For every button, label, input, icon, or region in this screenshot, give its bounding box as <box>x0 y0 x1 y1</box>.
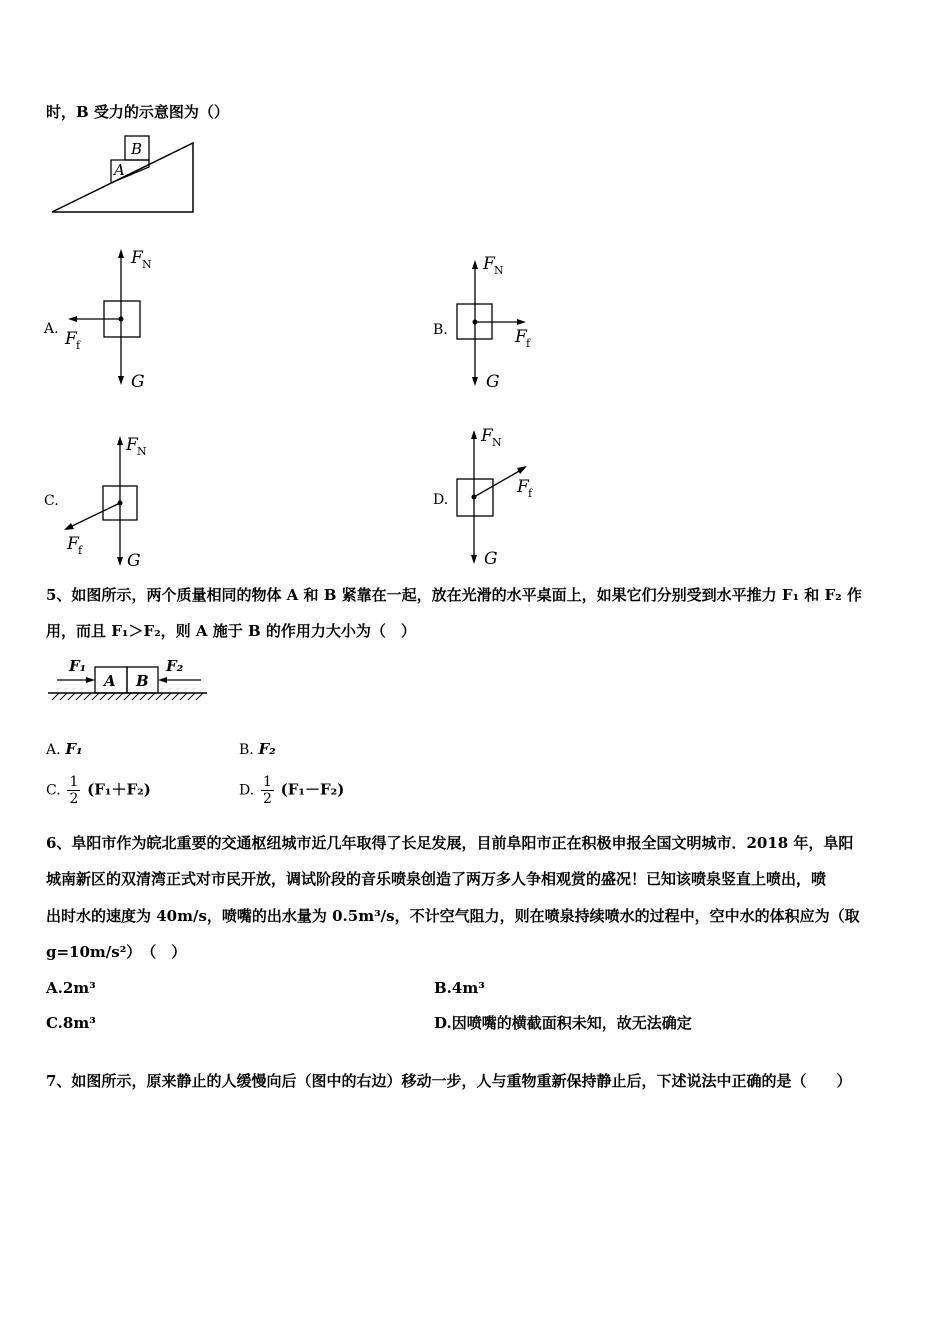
label-block-b: B <box>131 140 143 158</box>
svg-text:F: F <box>515 327 527 347</box>
svg-text:F: F <box>65 329 77 349</box>
q5-option-b[interactable]: B. F₂ <box>239 740 276 758</box>
svg-text:F: F <box>481 426 493 446</box>
svg-text:f: f <box>526 337 531 350</box>
q4-stem-tail: 时，B 受力的示意图为（） <box>46 103 229 121</box>
svg-text:F: F <box>517 477 529 497</box>
q5-line-1: 5、如图所示，两个质量相同的物体 A 和 B 紧靠在一起，放在光滑的水平桌面上，如果它们分别受到水平推力 F₁ 和 F₂ 作 <box>46 586 862 604</box>
q6-line-1: 6、阜阳市作为皖北重要的交通枢纽城市近几年取得了长足发展，目前阜阳市正在积极申报全国文明城市．2018 年，阜阳 <box>46 834 854 852</box>
q5-option-c[interactable]: C. $\frac{1}{2}$ (F₁＋F₂) <box>46 774 151 807</box>
fraction-half-d: $\frac{1}{2}$ <box>262 774 272 807</box>
svg-text:F: F <box>126 435 138 455</box>
svg-text:G: G <box>486 372 500 392</box>
q5-option-d[interactable]: D. $\frac{1}{2}$ (F₁－F₂) <box>239 774 345 807</box>
option-d-letter: D. <box>433 492 449 508</box>
q5-line-2: 用，而且 F₁＞F₂，则 A 施于 B 的作用力大小为（ ） <box>46 622 416 640</box>
svg-text:G: G <box>127 551 141 571</box>
option-b-letter: B. <box>433 322 448 338</box>
option-a-letter: A. <box>44 321 59 337</box>
svg-text:F: F <box>67 534 79 554</box>
q6-option-d[interactable]: D.因喷嘴的横截面积未知，故无法确定 <box>434 1014 692 1032</box>
q7-line-1: 7、如图所示，原来静止的人缓慢向后（图中的右边）移动一步，人与重物重新保持静止后，下述说法中正确的是（ ） <box>46 1072 852 1090</box>
svg-text:N: N <box>137 445 147 458</box>
svg-text:A: A <box>104 672 116 690</box>
svg-text:N: N <box>494 264 504 277</box>
q6-option-c[interactable]: C.8m³ <box>46 1014 96 1032</box>
svg-text:B: B <box>136 672 149 690</box>
svg-text:F₂: F₂ <box>166 657 184 675</box>
svg-text:F₁: F₁ <box>69 657 87 675</box>
svg-text:F: F <box>131 248 143 268</box>
svg-text:G: G <box>484 549 498 569</box>
q6-line-3: 出时水的速度为 40m/s，喷嘴的出水量为 0.5m³/s，不计空气阻力，则在喷泉持续喷水的过程中，空中水的体积应为（取 <box>46 907 860 925</box>
svg-text:N: N <box>492 436 502 449</box>
svg-text:f: f <box>528 487 533 500</box>
q6-option-b[interactable]: B.4m³ <box>434 979 485 997</box>
q6-line-4: g=10m/s²） （ ） <box>46 943 187 961</box>
q6-option-a[interactable]: A.2m³ <box>46 979 96 997</box>
q5-option-a[interactable]: A. F₁ <box>46 740 83 758</box>
option-c-letter: C. <box>44 493 59 509</box>
svg-text:f: f <box>76 339 81 352</box>
svg-text:G: G <box>131 372 145 392</box>
label-block-a: A <box>114 161 125 179</box>
q6-line-2: 城南新区的双清湾正式对市民开放，调试阶段的音乐喷泉创造了两万多人争相观赏的盛况！已知该喷泉竖直上喷出，喷 <box>46 870 827 888</box>
fraction-half-c: $\frac{1}{2}$ <box>69 774 79 807</box>
svg-text:f: f <box>78 544 83 557</box>
svg-text:F: F <box>483 254 495 274</box>
svg-text:N: N <box>142 258 152 271</box>
